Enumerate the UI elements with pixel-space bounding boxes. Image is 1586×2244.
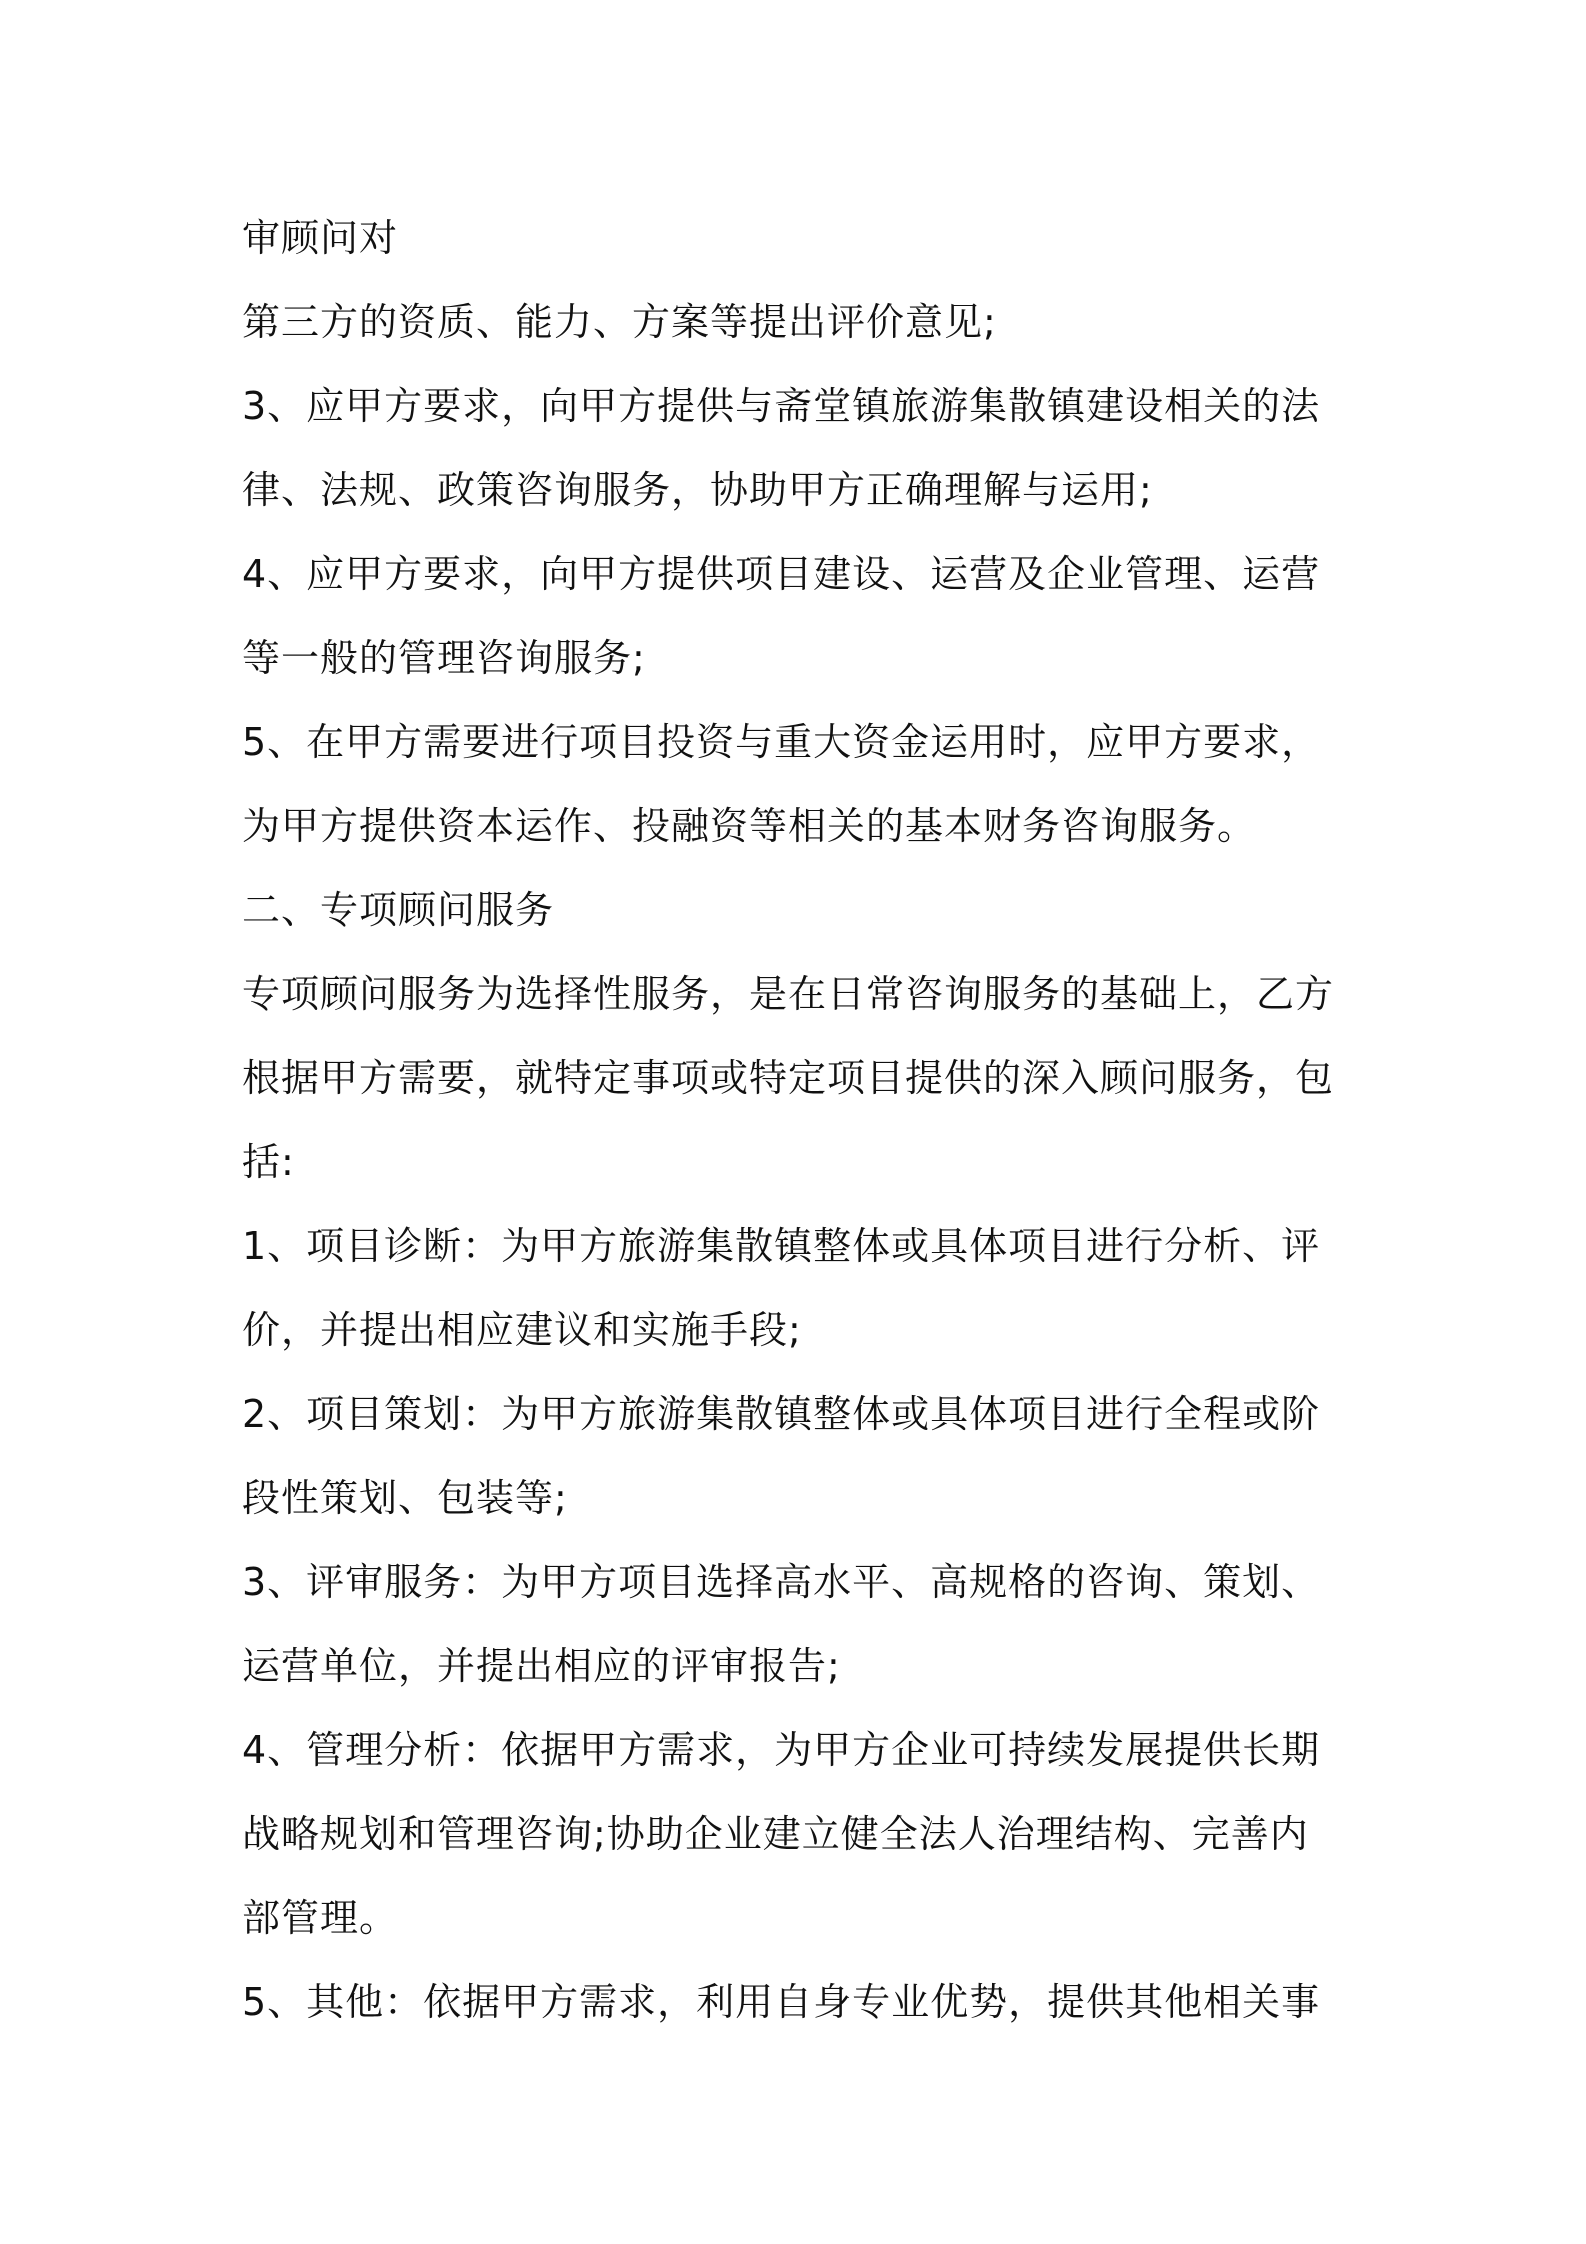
text-line: 5、其他：依据甲方需求，利用自身专业优势，提供其他相关事 — [242, 1980, 1321, 2024]
text-line: 根据甲方需要，就特定事项或特定项目提供的深入顾问服务，包 — [242, 1056, 1335, 1100]
text-line: 专项顾问服务为选择性服务，是在日常咨询服务的基础上，乙方 — [242, 972, 1335, 1016]
text-line: 第三方的资质、能力、方案等提出评价意见; — [242, 300, 997, 344]
text-line: 1、项目诊断：为甲方旅游集散镇整体或具体项目进行分析、评 — [242, 1224, 1321, 1268]
text-line: 审顾问对 — [242, 216, 399, 260]
text-line: 2、项目策划：为甲方旅游集散镇整体或具体项目进行全程或阶 — [242, 1392, 1321, 1436]
text-line: 段性策划、包装等; — [242, 1476, 568, 1520]
text-line: 律、法规、政策咨询服务，协助甲方正确理解与运用; — [242, 468, 1153, 512]
text-line: 4、管理分析：依据甲方需求，为甲方企业可持续发展提供长期 — [242, 1728, 1321, 1772]
text-line: 3、评审服务：为甲方项目选择高水平、高规格的咨询、策划、 — [242, 1560, 1321, 1604]
section-heading: 二、专项顾问服务 — [242, 888, 555, 932]
text-line: 括: — [242, 1140, 295, 1184]
text-line: 运营单位，并提出相应的评审报告; — [242, 1644, 841, 1688]
text-line: 价，并提出相应建议和实施手段; — [242, 1308, 802, 1352]
text-line: 战略规划和管理咨询;协助企业建立健全法人治理结构、完善内 — [242, 1812, 1309, 1856]
text-line: 5、在甲方需要进行项目投资与重大资金运用时，应甲方要求， — [242, 720, 1321, 764]
text-line: 等一般的管理咨询服务; — [242, 636, 646, 680]
text-line: 为甲方提供资本运作、投融资等相关的基本财务咨询服务。 — [242, 804, 1257, 848]
text-line: 部管理。 — [242, 1896, 399, 1940]
document-body — [242, 196, 1362, 2044]
text-line: 4、应甲方要求，向甲方提供项目建设、运营及企业管理、运营 — [242, 552, 1321, 596]
text-line: 3、应甲方要求，向甲方提供与斋堂镇旅游集散镇建设相关的法 — [242, 384, 1321, 428]
